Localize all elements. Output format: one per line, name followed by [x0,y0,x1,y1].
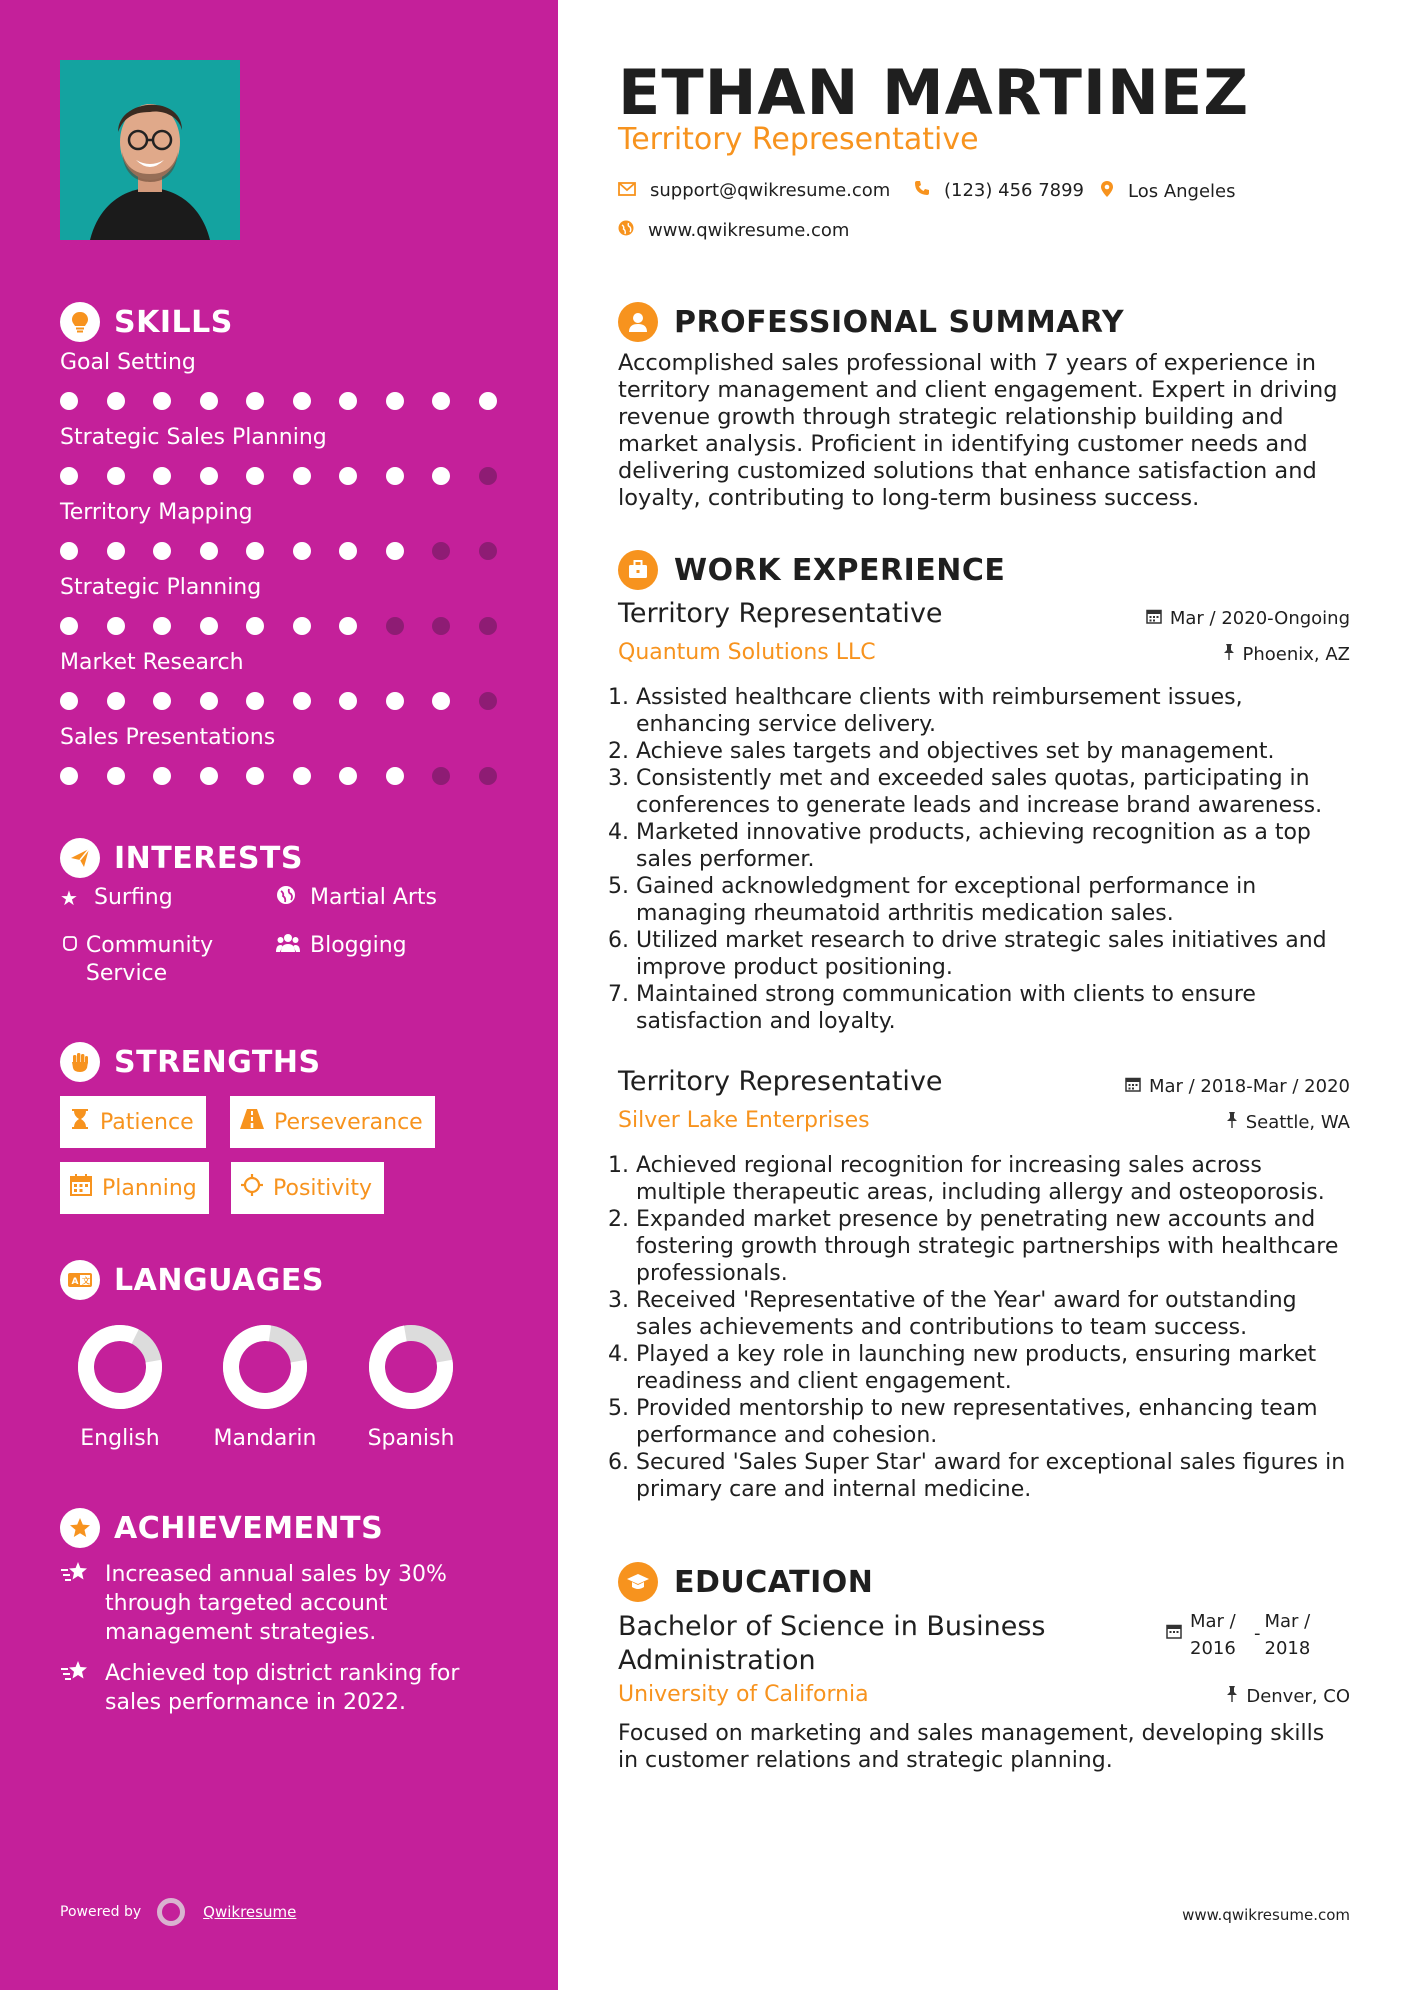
education-end: Mar / 2018 [1264,1611,1311,1659]
bullet-text: Expanded market presence by penetrating new accounts and fostering growth through strategic partnerships with healthcare professionals. [636,1207,1339,1286]
bullet-number: 1. [608,1153,629,1178]
globe-icon [276,884,310,912]
bullet-item [608,1341,1350,1395]
strength-label: Patience [100,1109,194,1135]
rating-dot-filled [432,467,450,485]
job-location [1226,1112,1350,1133]
achievement-text: Increased annual sales by 30% through targeted account management strategies. [105,1562,447,1645]
rating-dot-filled [60,767,78,785]
rating-dot-filled [107,692,125,710]
skill-rating [60,465,500,487]
pushpin-icon [1226,1112,1238,1133]
skill-item [60,573,500,637]
bullet-text: Achieve sales targets and objectives set by management. [636,739,1275,764]
date-separator: - [1254,1623,1261,1644]
strengths-header [60,1042,321,1082]
interest-item [276,884,437,912]
bullet-text: Received 'Representative of the Year' award for outstanding sales achievements and contributions to team success. [636,1288,1297,1340]
job-title: Territory Representative [618,598,943,629]
skill-item [60,723,500,787]
shooting-star-icon [60,1659,105,1717]
rating-dot-filled [60,467,78,485]
achievements-title: ACHIEVEMENTS [114,1510,384,1546]
candidate-role: Territory Representative [618,122,979,157]
paper-plane-icon [60,838,100,878]
bullet-item [608,819,1350,873]
job-title: Territory Representative [618,1066,943,1097]
language-name: Mandarin [213,1426,317,1451]
hand-icon [60,932,86,988]
rating-dot-filled [246,467,264,485]
svg-text:A: A [71,1277,79,1287]
website-text: www.qwikresume.com [648,220,850,241]
rating-dot-filled [200,617,218,635]
rating-dot-filled [339,392,357,410]
achievements-header [60,1508,383,1548]
degree-title: Bachelor of Science in Business Administration [618,1611,1046,1676]
calendar-icon [1146,608,1162,629]
rating-dot-empty [432,542,450,560]
skill-rating [60,615,500,637]
job-bullets [608,1152,1350,1503]
language-item [205,1322,325,1451]
strengths-title: STRENGTHS [114,1044,321,1080]
bullet-item [608,927,1350,981]
interests-header [60,838,303,878]
rating-dot-filled [153,392,171,410]
bullet-text: Marketed innovative products, achieving recognition as a top sales performer. [636,820,1311,872]
skill-name: Market Research [60,650,244,675]
rating-dot-filled [107,467,125,485]
rating-dot-empty [479,467,497,485]
company-name: Quantum Solutions LLC [618,640,876,665]
briefcase-icon [618,550,658,590]
rating-dot-filled [60,617,78,635]
rating-dot-filled [153,542,171,560]
languages-title: LANGUAGES [114,1262,324,1298]
rating-dot-filled [107,617,125,635]
powered-by-label: Powered by [60,1904,142,1920]
summary-header [618,302,1124,342]
sidebar [0,0,558,1990]
rating-dot-empty [479,542,497,560]
language-item [351,1322,471,1451]
globe-icon [618,220,634,241]
skill-name: Strategic Sales Planning [60,425,327,450]
rating-dot-empty [432,767,450,785]
bullet-item [608,981,1350,1035]
bullet-number: 2. [608,1207,629,1232]
bullet-number: 5. [608,1396,629,1421]
strength-label: Planning [102,1175,197,1201]
rating-dot-filled [386,692,404,710]
rating-dot-filled [293,467,311,485]
rating-dot-filled [200,392,218,410]
fist-icon [60,1042,100,1082]
education-location [1226,1686,1350,1707]
rating-dot-filled [386,392,404,410]
skill-rating [60,765,500,787]
bullet-text: Achieved regional recognition for increasing sales across multiple therapeutic areas, including allergy and osteoporosis. [636,1153,1325,1205]
skills-header [60,302,233,342]
interest-label: Blogging [310,933,407,958]
bullet-number: 3. [608,1288,629,1313]
rating-dot-filled [107,392,125,410]
job-location-text: Seattle, WA [1245,1112,1350,1133]
star-badge-icon [60,1508,100,1548]
job-date-text: Mar / 2018-Mar / 2020 [1148,1076,1350,1097]
star-icon: ★ [60,886,78,910]
interest-item [276,932,407,960]
rating-dot-filled [153,767,171,785]
skill-name: Territory Mapping [60,500,253,525]
bullet-text: Maintained strong communication with clients to ensure satisfaction and loyalty. [636,982,1256,1034]
bullet-number: 6. [608,1450,629,1475]
skill-item [60,348,500,412]
contact-location [1100,180,1236,203]
achievement-item [60,1560,490,1647]
rating-dot-filled [246,767,264,785]
education-start: Mar / 2016 [1190,1611,1236,1659]
rating-dot-filled [339,692,357,710]
bullet-item [608,1395,1350,1449]
rating-dot-filled [60,542,78,560]
bullet-text: Played a key role in launching new products, ensuring market readiness and client engagement. [636,1342,1317,1394]
interest-label: Surfing [94,885,173,910]
rating-dot-empty [432,617,450,635]
footer-url[interactable]: www.qwikresume.com [1182,1906,1350,1924]
contact-website[interactable] [618,220,849,241]
shooting-star-icon [60,1560,105,1647]
rating-dot-filled [246,692,264,710]
contact-email[interactable] [618,180,890,201]
map-pin-icon [1100,180,1114,203]
rating-dot-filled [339,767,357,785]
rating-dot-filled [339,542,357,560]
strength-badge [60,1096,206,1148]
bullet-item [608,684,1350,738]
strength-badge [230,1096,435,1148]
lightbulb-icon [60,302,100,342]
bullet-number: 2. [608,739,629,764]
skill-name: Goal Setting [60,350,196,375]
language-name: English [80,1426,160,1451]
rating-dot-filled [293,767,311,785]
rating-dot-filled [246,392,264,410]
location-text: Los Angeles [1128,181,1236,202]
interest-label: Community Service [85,933,214,986]
candidate-name: ETHAN MARTINEZ [618,56,1250,129]
translate-icon [60,1260,100,1300]
interests-title: INTERESTS [114,840,303,876]
pushpin-icon [1223,644,1235,665]
skill-rating [60,690,500,712]
skill-rating [60,390,500,412]
rating-dot-filled [246,542,264,560]
bullet-text: Gained acknowledgment for exceptional performance in managing rheumatoid arthritis medication sales. [636,874,1257,926]
rating-dot-filled [200,692,218,710]
bullet-item [608,1449,1350,1503]
summary-text: Accomplished sales professional with 7 years of experience in territory management and client engagement. Expert in driving revenue growth through strategic relationship building and market analysis. Proficient in identifying customer needs and delivering customized solutions that enhance satisfaction and loyalty, contributing to long-term business success. [618,350,1338,511]
summary-title: PROFESSIONAL SUMMARY [674,304,1125,340]
rating-dot-filled [60,392,78,410]
profile-photo [60,60,240,240]
rating-dot-filled [153,692,171,710]
bullet-number: 4. [608,1342,629,1367]
education-description: Focused on marketing and sales management, developing skills in customer relations and strategic planning. [618,1721,1325,1773]
rating-dot-filled [293,392,311,410]
interest-label: Martial Arts [310,885,438,910]
job-bullets [608,684,1350,1035]
rating-dot-filled [479,392,497,410]
user-icon [618,302,658,342]
bullet-number: 4. [608,820,629,845]
skill-name: Strategic Planning [60,575,262,600]
hourglass-icon [70,1108,90,1136]
rating-dot-filled [107,542,125,560]
education-header [618,1562,873,1602]
rating-dot-filled [386,542,404,560]
rating-dot-filled [200,542,218,560]
school-name: University of California [618,1682,869,1707]
rating-dot-filled [200,767,218,785]
language-gauge [75,1322,165,1412]
languages-header [60,1260,324,1300]
rating-dot-empty [479,767,497,785]
qwikresume-logo-icon [157,1898,185,1926]
users-icon [276,932,310,960]
bullet-number: 3. [608,766,629,791]
job-date-text: Mar / 2020-Ongoing [1169,608,1350,629]
bullet-number: 7. [608,982,629,1007]
education-dates [1166,1608,1321,1662]
rating-dot-filled [293,617,311,635]
rating-dot-filled [60,692,78,710]
bullet-item [608,1206,1350,1287]
company-name: Silver Lake Enterprises [618,1108,870,1133]
skills-title: SKILLS [114,304,233,340]
strength-label: Perseverance [274,1109,423,1135]
rating-dot-empty [479,692,497,710]
bullet-number: 1. [608,685,629,710]
rating-dot-filled [107,767,125,785]
email-text: support@qwikresume.com [650,180,891,201]
interest-item [60,932,250,988]
main-content [608,0,1350,1990]
achievement-item [60,1659,490,1717]
education-location-text: Denver, CO [1246,1686,1350,1707]
bullet-item [608,1287,1350,1341]
bullet-text: Assisted healthcare clients with reimbursement issues, enhancing service delivery. [636,685,1243,737]
phone-icon [914,180,930,201]
job-location [1223,644,1351,665]
envelope-icon [618,180,636,201]
powered-by [60,1898,296,1926]
education-title: EDUCATION [674,1564,874,1600]
strength-badge [60,1162,209,1214]
skill-name: Sales Presentations [60,725,276,750]
rating-dot-filled [339,617,357,635]
rating-dot-filled [293,692,311,710]
bullet-text: Provided mentorship to new representatives, enhancing team performance and cohesion. [636,1396,1318,1448]
rating-dot-filled [153,617,171,635]
interest-item [60,884,173,912]
rating-dot-filled [339,467,357,485]
language-gauge [366,1322,456,1412]
language-item [60,1322,180,1451]
bullet-item [608,1152,1350,1206]
rating-dot-filled [153,467,171,485]
rating-dot-filled [386,467,404,485]
job-date [1125,1076,1350,1097]
bullet-text: Utilized market research to drive strategic sales initiatives and improve product positioning. [636,928,1327,980]
rating-dot-filled [246,617,264,635]
bullet-item [608,738,1350,765]
rating-dot-filled [432,392,450,410]
skill-item [60,498,500,562]
bullet-text: Consistently met and exceeded sales quotas, participating in conferences to generate leads and increase brand awareness. [636,766,1323,818]
experience-header [618,550,1005,590]
rating-dot-filled [200,467,218,485]
contact-phone[interactable] [914,180,1084,201]
rating-dot-filled [432,692,450,710]
job-date [1146,608,1350,629]
calendar-icon [1125,1076,1141,1097]
rating-dot-empty [386,617,404,635]
bullet-number: 5. [608,874,629,899]
bullet-item [608,765,1350,819]
achievement-text: Achieved top district ranking for sales performance in 2022. [105,1661,460,1715]
bullet-number: 6. [608,928,629,953]
bullet-item [608,873,1350,927]
strength-label: Positivity [273,1175,373,1201]
svg-text:文: 文 [82,1276,90,1286]
rating-dot-filled [386,767,404,785]
calendar-icon [70,1174,92,1202]
pushpin-icon [1226,1686,1238,1707]
job-location-text: Phoenix, AZ [1242,644,1350,665]
sun-icon [241,1174,263,1202]
language-name: Spanish [367,1426,455,1451]
skill-rating [60,540,500,562]
bullet-text: Secured 'Sales Super Star' award for exceptional sales figures in primary care and internal medicine. [636,1450,1346,1502]
skill-item [60,423,500,487]
road-icon [240,1109,264,1135]
calendar-icon [1166,1620,1182,1647]
graduation-cap-icon [618,1562,658,1602]
rating-dot-filled [293,542,311,560]
qwikresume-link[interactable]: Qwikresume [203,1903,297,1921]
rating-dot-empty [479,617,497,635]
strength-badge [231,1162,384,1214]
phone-text: (123) 456 7899 [944,180,1085,201]
language-gauge [220,1322,310,1412]
skill-item [60,648,500,712]
experience-title: WORK EXPERIENCE [674,552,1006,588]
